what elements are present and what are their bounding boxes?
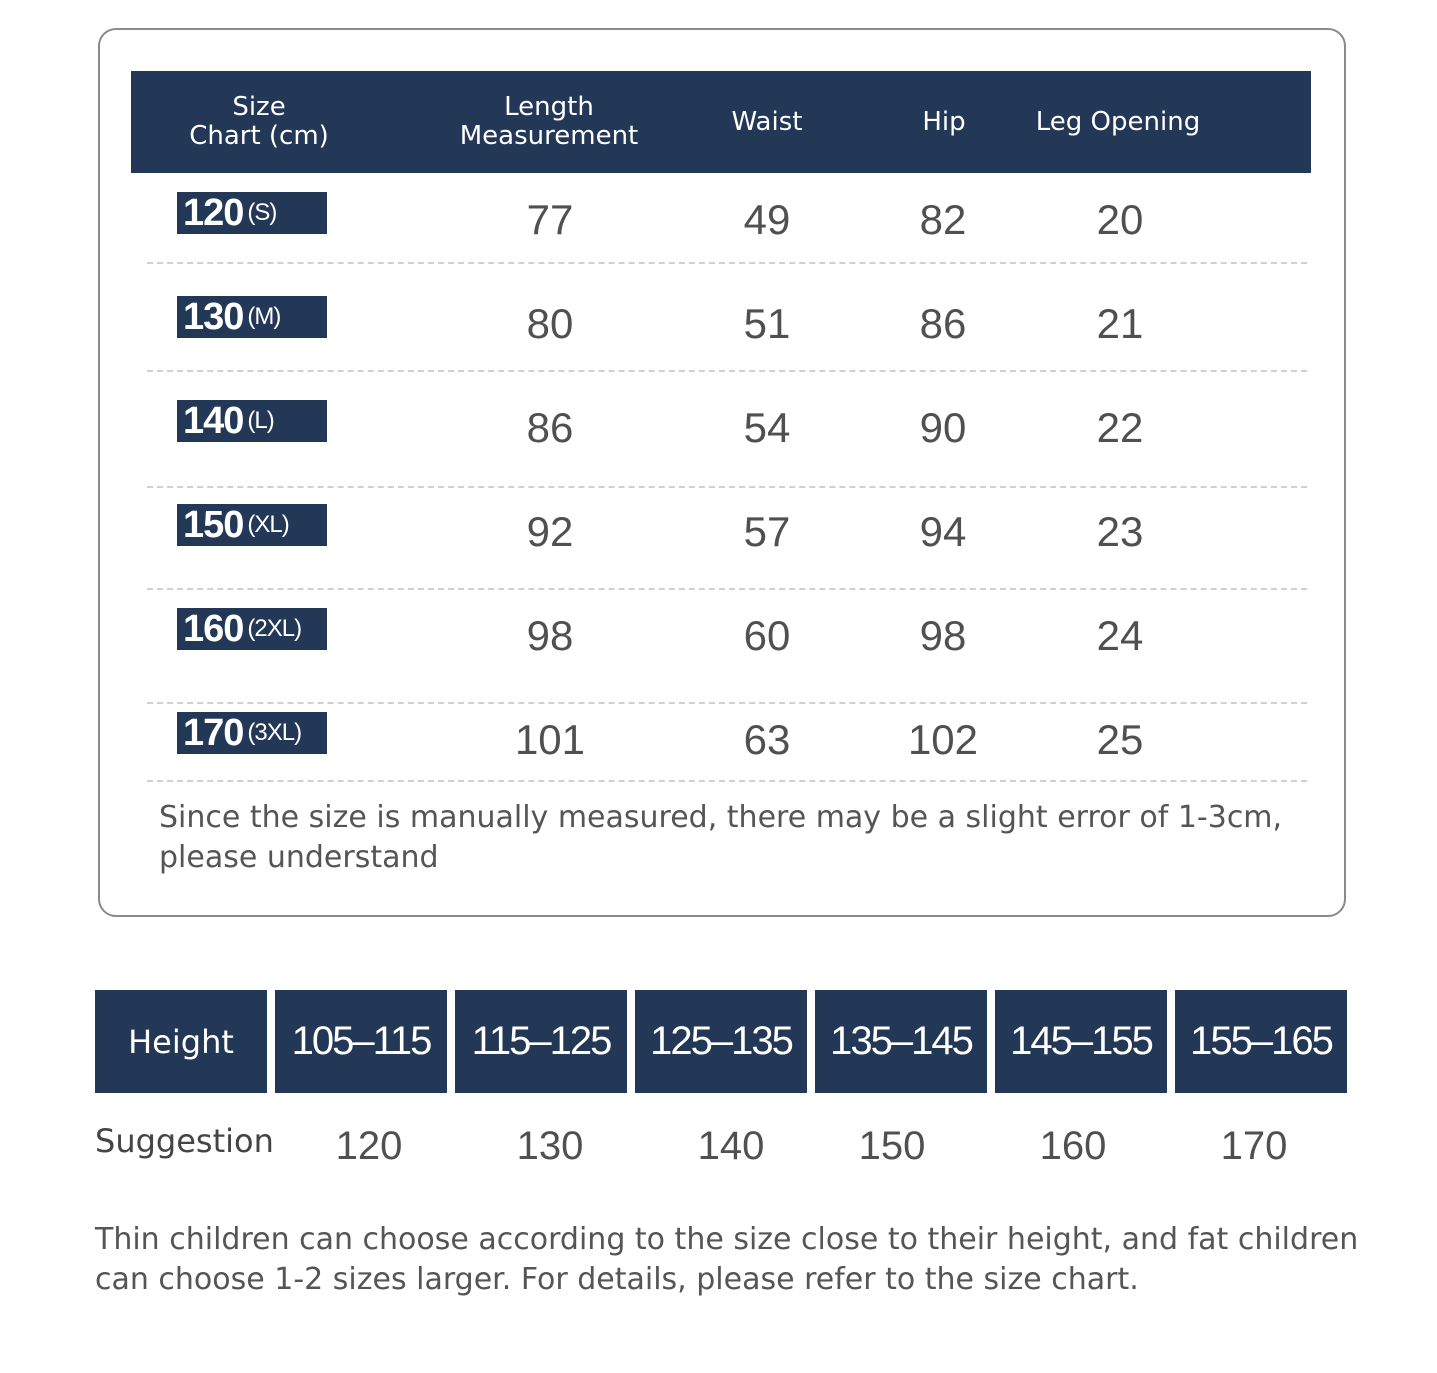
size-value: 101 [514,716,586,763]
size-value: 60 [743,612,791,659]
header-length: Length Measurement [459,92,639,151]
size-letter: (L) [247,407,274,434]
size-value: 20 [1096,196,1144,243]
size-value: 92 [526,508,574,555]
size-row [131,382,1311,488]
header-hip: Hip [922,106,966,137]
size-letter: (2XL) [247,615,302,642]
suggested-size: 160 [1039,1124,1107,1168]
size-number: 160 [183,607,244,650]
height-range: 155–165 [1175,990,1347,1093]
height-label: Height [95,990,267,1093]
header-leg-opening: Leg Opening [1035,106,1201,137]
size-table-header [131,71,1311,173]
size-value: 49 [743,196,791,243]
row-divider [147,370,1307,372]
size-value: 23 [1096,508,1144,555]
size-row [131,694,1311,782]
header-size: Size Chart (cm) [189,92,329,151]
row-divider [147,780,1307,782]
fit-advice-note: Thin children can choose according to the size close to their height, and fat children can choose 1-2 sizes larger. For details, please refer to the size chart. [95,1222,1359,1297]
size-number: 130 [183,295,244,338]
size-row [131,278,1311,372]
size-value: 54 [743,404,791,451]
size-value: 57 [743,508,791,555]
size-value: 90 [919,404,967,451]
size-badge [177,504,327,546]
size-value: 98 [526,612,574,659]
size-row [131,174,1311,264]
size-letter: (3XL) [247,719,302,746]
height-range: 135–145 [815,990,987,1093]
size-number: 150 [183,503,244,546]
header-waist: Waist [731,106,803,137]
suggested-size: 140 [697,1124,765,1168]
suggested-size: 120 [335,1124,403,1168]
suggested-size: 170 [1220,1124,1288,1168]
size-value: 94 [919,508,967,555]
size-badge [177,712,327,754]
size-value: 102 [907,716,979,763]
size-value: 77 [526,196,574,243]
size-row [131,486,1311,590]
size-value: 86 [526,404,574,451]
size-value: 22 [1096,404,1144,451]
size-number: 120 [183,191,244,234]
size-value: 98 [919,612,967,659]
size-value: 82 [919,196,967,243]
row-divider [147,262,1307,264]
suggested-size: 130 [516,1124,584,1168]
size-letter: (XL) [247,511,289,538]
suggestion-label: Suggestion [95,1122,274,1160]
measurement-note: Since the size is manually measured, there may be a slight error of 1-3cm, please understand [159,800,1283,875]
size-badge [177,400,327,442]
height-range: 115–125 [455,990,627,1093]
height-range: 105–115 [275,990,447,1093]
height-range: 125–135 [635,990,807,1093]
size-value: 86 [919,300,967,347]
suggested-size: 150 [858,1124,926,1168]
height-range: 145–155 [995,990,1167,1093]
size-letter: (S) [247,199,277,226]
size-value: 25 [1096,716,1144,763]
size-row [131,590,1311,704]
size-badge [177,608,327,650]
size-value: 51 [743,300,791,347]
size-number: 170 [183,711,244,754]
size-value: 21 [1096,300,1144,347]
size-value: 63 [743,716,791,763]
size-value: 80 [526,300,574,347]
size-number: 140 [183,399,244,442]
size-badge [177,192,327,234]
size-value: 24 [1096,612,1144,659]
size-letter: (M) [247,303,281,330]
size-badge [177,296,327,338]
